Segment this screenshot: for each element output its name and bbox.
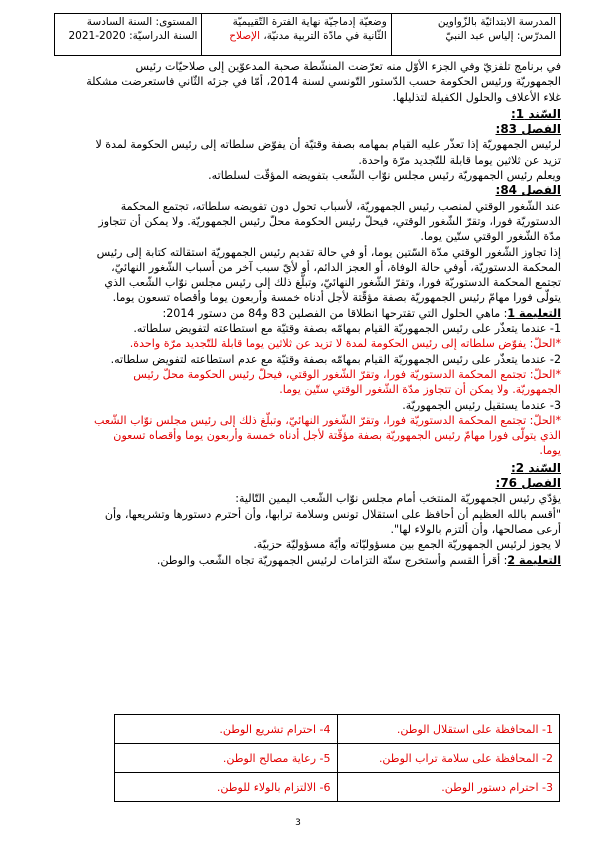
- assessment-subject: الثّانية في مادّة التربية مدنيّة، الإصلاح: [229, 30, 387, 42]
- article-76-line: "أقسم بالله العظيم أن أحافظ على استقلال تونس وسلامة ترابها، وأن أحترم دستورها وتشريعها، وأن: [104, 507, 561, 521]
- article-84-line: الدستوريّة فورا، وتقرّ الشّغور الوقتي، فيحلّ رئيس الحكومة محلّ رئيس الجمهوريّة. ولا يمكن أن تتجاوز: [98, 214, 561, 228]
- assessment-title: وضعيّة إدماجيّة نهاية الفترة التّقييميّة: [232, 16, 387, 28]
- article-83-line: لرئيس الجمهوريّة إذا تعذّر عليه القيام بمهامه بصفة وقتيّة أن يفوّض سلطاته إلى رئيس الحكومة لمدة لا: [95, 138, 561, 152]
- task2-label: التعليمة 2: [507, 553, 561, 567]
- correction-label: الإصلاح: [229, 30, 261, 42]
- page-number: 3: [295, 818, 301, 828]
- article-84-line: مدّة الشّغور الوقتي ستّين يوما.: [420, 230, 561, 244]
- task1-case2-answer: الجمهوريّة. ولا يمكن أن تتجاوز مدّة الشّغور الوقتي ستّين يوما.: [279, 383, 561, 397]
- article-84-title: الفصل 84:: [495, 183, 561, 198]
- intro-line: في برنامج تلفزيّ وفي الجزء الأوّل منه تعرّضت المنشّطة صحبة المدعوّين إلى صلاحيّات رئيس: [135, 60, 561, 73]
- task1-case3-answer: يوما.: [539, 444, 561, 458]
- answer-cell: 3- احترام دستور الوطن.: [337, 773, 560, 802]
- article-84-line: عند الشّغور الوقتي لمنصب رئيس الجمهوريّة، لأسباب تحول دون تفويضه سلطاته، تجتمع المحكمة: [120, 199, 561, 213]
- article-76-line: لا يجوز لرئيس الجمهوريّة الجمع بين مسؤوليّاته وأيّة مسؤوليّة حزبيّة.: [253, 538, 561, 552]
- intro-line: الجمهوريّة ورئيس الحكومة حسب الدّستور التّونسي لسنة 2014، أمّا في جزئه الثّاني فاستعرضت مشكلة: [86, 75, 561, 89]
- article-83-title: الفصل 83:: [495, 122, 561, 137]
- header-table: [54, 13, 561, 56]
- article-76-line: يؤدّي رئيس الجمهوريّة المنتخب أمام مجلس نوّاب الشّعب اليمين التّالية:: [235, 492, 561, 506]
- level-label: المستوى: السنة السادسة: [86, 16, 198, 28]
- article-83-line: ويعلم رئيس الجمهوريّة رئيس مجلس نوّاب الشّعب بتفويضه المؤقّت لسلطاته.: [208, 169, 561, 183]
- task1-case2: 2- عندما يتعذّر على رئيس الجمهوريّة القيام بمهامّه بصفة وقتيّة مع عدم استطاعته لتفويض سلطاته.: [110, 352, 561, 366]
- answers-table: [114, 714, 560, 802]
- task1-case2-answer: *الحلّ: تجتمع المحكمة الدستوريّة فورا، وتقرّ الشّغور الوقتي، فيحلّ رئيس الحكومة محلّ رئيس: [133, 367, 561, 381]
- answers-row: [115, 715, 560, 744]
- title-cell: [202, 14, 391, 56]
- school-cell: [391, 14, 560, 56]
- answers-row: [115, 773, 560, 802]
- school-year: السنة الدراسيّة: 2020-2021: [68, 30, 198, 42]
- teacher-name: المدرّس: إلياس عبد النبيّ: [445, 30, 556, 42]
- task1-case3: 3- عندما يستقيل رئيس الجمهوريّة.: [402, 398, 561, 412]
- task1-case1-answer: *الحلّ: يفوّض سلطاته إلى رئيس الحكومة لمدة لا تزيد عن ثلاثين يوما قابلة للتّجديد مرّة واحدة.: [129, 337, 561, 351]
- answer-cell: 6- الالتزام بالولاء للوطن.: [115, 773, 338, 802]
- task2-question: التعليمة 2: أقرأ القسم وأستخرج ستّة التزامات لرئيس الجمهوريّة تجاه الشّعب والوطن.: [156, 553, 561, 567]
- document-body: [56, 59, 561, 568]
- article-76-line: أرعى مصالحها، وأن ألتزم بالولاء لها".: [390, 522, 561, 536]
- answer-cell: 5- رعاية مصالح الوطن.: [115, 744, 338, 773]
- task1-case1: 1- عندما يتعذّر على رئيس الجمهوريّة القيام بمهامّه بصفة وقتيّة مع استطاعته لتفويض سلطاته.: [133, 322, 561, 336]
- task1-question: التعليمة 1: ماهي الحلول التي تقترحها انطلاقا من الفصلين 83 و84 من دستور 2014:: [162, 306, 561, 320]
- answer-cell: 4- احترام تشريع الوطن.: [115, 715, 338, 744]
- doc1-heading: السّند 1:: [510, 106, 561, 121]
- article-84-line: يتولّى فورا مهامّ رئيس الجمهوريّة بصفة مؤقّتة لأجل أدناه خمسة وأربعون يوما وأقصاه تسعون يوما.: [112, 291, 561, 305]
- answer-cell: 2- المحافظة على سلامة تراب الوطن.: [337, 744, 560, 773]
- school-name: المدرسة الابتدائيّة بالزّواوين: [437, 16, 556, 28]
- answers-row: [115, 744, 560, 773]
- level-cell: [55, 14, 202, 56]
- doc2-heading: السّند 2:: [510, 460, 561, 475]
- article-76-title: الفصل 76:: [495, 476, 561, 491]
- article-84-line: إذا تجاوز الشّغور الوقتي مدّة السّتين يوما، أو في حالة تقديم رئيس الجمهوريّة استقالته كتابة إلى رئيس: [96, 245, 561, 259]
- article-83-line: تزيد عن ثلاثين يوما قابلة للتّجديد مرّة واحدة.: [358, 153, 561, 167]
- intro-line: غلاء الأعلاف والحلول الكفيلة لتذليلها.: [392, 90, 561, 104]
- task1-label: التعليمة 1: [507, 306, 561, 320]
- task1-case3-answer: *الحلّ: تجتمع المحكمة الدستوريّة فورا، وتقرّ الشّغور النهائيّ، وتبلّغ ذلك إلى رئيس مجلس نوّاب الشّعب: [94, 413, 561, 427]
- article-84-line: المحكمة الدستوريّة، أوفي حالة الوفاة، أو العجز الدائم، أو لأيّ سبب آخر من أسباب الشّغور النهائيّ،: [111, 260, 561, 274]
- answer-cell: 1- المحافظة على استقلال الوطن.: [337, 715, 560, 744]
- task1-case3-answer: الذي يتولّى فورا مهامّ رئيس الجمهوريّة بصفة مؤقّتة لأجل أدناه خمسة وأربعون يوما وأقصاه تسعون: [113, 429, 561, 443]
- article-84-line: تجتمع المحكمة الدستوريّة فورا، وتقرّ الشّغور النهائيّ، وتبلّغ ذلك إلى رئيس مجلس نوّاب الشّعب الذي: [104, 276, 561, 290]
